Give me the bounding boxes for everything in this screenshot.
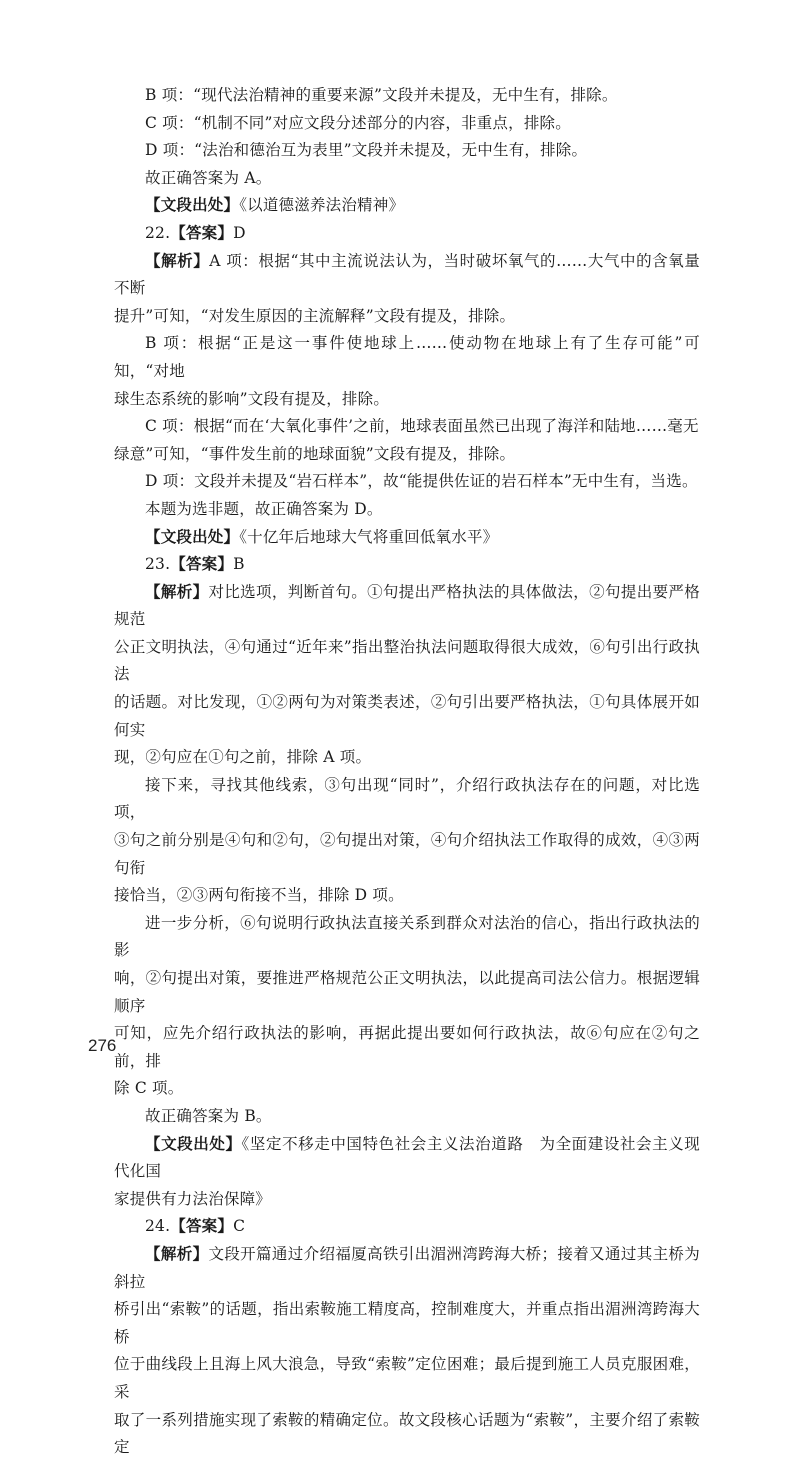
question-number: 24. (145, 1217, 171, 1236)
line-text: 公正文明执法，④句通过“近年来”指出整治执法问题取得很大成效，⑥句引出行政执法 (114, 637, 700, 684)
text-line (114, 772, 700, 827)
text-line (114, 579, 700, 634)
line-text: 除 C 项。 (114, 1079, 184, 1098)
line-text: 对比选项，判断首句。①句提出严格执法的具体做法，②句提出要严格规范 (114, 582, 700, 629)
text-line (114, 744, 700, 772)
line-text: 本题为选非题，故正确答案为 D。 (145, 499, 383, 518)
text-line (114, 1020, 700, 1075)
section-tag: 【文段出处】 (145, 196, 240, 215)
section-tag: 【文段出处】 (145, 527, 240, 546)
page-number: 276 (88, 1036, 117, 1055)
text-line (114, 82, 700, 110)
text-line (114, 1241, 700, 1296)
text-line (114, 1103, 700, 1131)
text-line (114, 137, 700, 165)
question-number: 23. (145, 555, 171, 574)
line-text: ③句之前分别是④句和②句，②句提出对策，④句介绍执法工作取得的成效，④③两句衔 (114, 831, 700, 877)
section-tag: 【解析】 (145, 1244, 209, 1263)
line-text: 故正确答案为 A。 (145, 168, 272, 187)
section-tag: 【答案】 (170, 555, 234, 574)
line-text: 绿意”可知，“事件发生前的地球面貌”文段有提及，排除。 (114, 444, 516, 463)
section-tag: 【文段出处】 (145, 1134, 242, 1153)
text-line (114, 413, 700, 441)
text-line (114, 1296, 700, 1351)
text-line (114, 1351, 700, 1406)
text-line (114, 303, 700, 331)
line-text: 家提供有力法治保障》 (114, 1189, 272, 1208)
section-tag: 【解析】 (145, 582, 209, 601)
line-text: 故正确答案为 B。 (145, 1106, 272, 1125)
text-line (114, 248, 700, 303)
text-line (114, 192, 700, 220)
text-line (114, 165, 700, 193)
text-line (114, 496, 700, 524)
line-text: 现，②句应在①句之前，排除 A 项。 (114, 748, 372, 767)
answer-explanation-text (114, 82, 700, 1462)
line-text: 响，②句提出对策，要推进严格规范公正文明执法，以此提高司法公信力。根据逻辑顺序 (114, 969, 700, 1015)
line-text: B 项：“现代法治精神的重要来源”文段并未提及，无中生有，排除。 (145, 86, 618, 104)
line-text: 接下来，寻找其他线索，③句出现“同时”，介绍行政执法存在的问题，对比选项， (114, 775, 700, 822)
line-text: 球生态系统的影响”文段有提及，排除。 (114, 389, 390, 408)
line-text: D 项：文段并未提及“岩石样本”，故“能提供佐证的岩石样本”无中生有，当选。 (145, 472, 698, 491)
line-text: A 项：根据“其中主流说法认为，当时破坏氧气的……大气中的含氧量不断 (114, 251, 700, 298)
line-text: B 项：根据“正是这一事件使地球上……使动物在地球上有了生存可能”可知，“对地 (114, 334, 700, 380)
line-text: 取了一系列措施实现了索鞍的精确定位。故文段核心话题为“索鞍”，主要介绍了索鞍定 (114, 1410, 700, 1457)
text-line (114, 910, 700, 965)
line-text: 桥引出“索鞍”的话题，指出索鞍施工精度高，控制难度大，并重点指出湄洲湾跨海大桥 (114, 1300, 700, 1346)
text-line (114, 1186, 700, 1214)
line-text: 接恰当，②③两句衔接不当，排除 D 项。 (114, 886, 404, 905)
text-line (114, 1075, 700, 1103)
line-text: 文段开篇通过介绍福厦高铁引出湄洲湾跨海大桥；接着又通过其主桥为斜拉 (114, 1244, 700, 1291)
section-tag: 【答案】 (170, 223, 234, 242)
line-text: 《十亿年后地球大气将重回低氧水平》 (239, 527, 499, 546)
line-text: 《以道德滋养法治精神》 (239, 196, 405, 215)
text-line (114, 1213, 700, 1241)
line-text: 的话题。对比发现，①②两句为对策类表述，②句引出要严格执法，①句具体展开如何实 (114, 693, 700, 739)
line-text: 位于曲线段上且海上风大浪急，导致“索鞍”定位困难；最后提到施工人员克服困难，采 (114, 1355, 700, 1401)
text-line (114, 634, 700, 689)
line-text: C (233, 1217, 246, 1236)
line-text: 提升”可知，“对发生原因的主流解释”文段有提及，排除。 (114, 306, 516, 325)
line-text: D (233, 223, 246, 242)
line-text: C 项：“机制不同”对应文段分述部分的内容，非重点，排除。 (145, 113, 571, 132)
text-line (114, 1131, 700, 1186)
text-line (114, 524, 700, 552)
line-text: 《坚定不移走中国特色社会主义法治道路 为全面建设社会主义现代化国 (114, 1134, 700, 1181)
line-text: D 项：“法治和德治互为表里”文段并未提及，无中生有，排除。 (145, 141, 588, 160)
text-line (114, 1407, 700, 1462)
line-text: C 项：根据“而在‘大氧化事件’之前，地球表面虽然已出现了海洋和陆地……毫无 (145, 417, 699, 436)
text-line (114, 551, 700, 579)
text-line (114, 882, 700, 910)
text-line (114, 386, 700, 414)
text-line (114, 827, 700, 882)
line-text: 可知，应先介绍行政执法的影响，再据此提出要如何行政执法，故⑥句应在②句之前，排 (114, 1024, 700, 1070)
text-line (114, 468, 700, 496)
text-line (114, 220, 700, 248)
text-line (114, 441, 700, 469)
text-line (114, 110, 700, 138)
line-text: 进一步分析，⑥句说明行政执法直接关系到群众对法治的信心，指出行政执法的影 (114, 913, 700, 960)
section-tag: 【答案】 (170, 1217, 234, 1236)
text-line (114, 330, 700, 385)
question-number: 22. (145, 223, 171, 242)
text-line (114, 965, 700, 1020)
line-text: B (233, 555, 245, 574)
section-tag: 【解析】 (145, 251, 210, 270)
text-line (114, 689, 700, 744)
